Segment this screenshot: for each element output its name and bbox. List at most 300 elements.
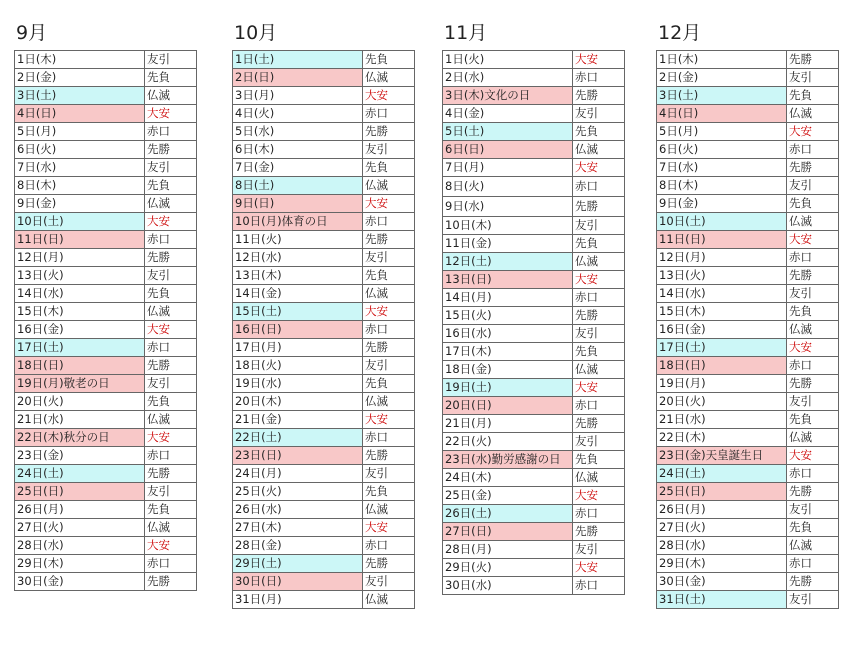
table-row [233, 51, 415, 69]
rokuyo-cell: 先負 [363, 375, 415, 393]
table-row [657, 285, 839, 303]
calendar-table [14, 50, 197, 591]
date-cell: 10日(土) [15, 213, 145, 231]
table-row [15, 285, 197, 303]
rokuyo-cell: 先負 [787, 87, 839, 105]
date-cell: 12日(水) [233, 249, 363, 267]
table-row [657, 429, 839, 447]
rokuyo-cell: 先負 [573, 451, 625, 469]
table-row [233, 87, 415, 105]
rokuyo-cell: 先勝 [787, 573, 839, 591]
table-row [15, 267, 197, 285]
rokuyo-cell: 仏滅 [787, 105, 839, 123]
rokuyo-cell: 仏滅 [363, 285, 415, 303]
date-cell: 5日(土) [443, 123, 573, 141]
date-cell: 24日(木) [443, 469, 573, 487]
date-cell: 4日(日) [657, 105, 787, 123]
rokuyo-cell: 仏滅 [145, 519, 197, 537]
rokuyo-cell: 仏滅 [573, 253, 625, 271]
table-row [657, 465, 839, 483]
rokuyo-cell: 先負 [363, 483, 415, 501]
table-row [657, 177, 839, 195]
date-cell: 3日(月) [233, 87, 363, 105]
rokuyo-cell: 友引 [363, 249, 415, 267]
rokuyo-cell: 先勝 [573, 415, 625, 433]
table-row [443, 51, 625, 69]
date-cell: 4日(火) [233, 105, 363, 123]
rokuyo-cell: 仏滅 [787, 429, 839, 447]
table-row [233, 267, 415, 285]
table-row [233, 141, 415, 159]
date-cell: 22日(木) [657, 429, 787, 447]
rokuyo-cell: 赤口 [363, 429, 415, 447]
rokuyo-cell: 赤口 [145, 447, 197, 465]
rokuyo-cell: 仏滅 [573, 141, 625, 159]
table-row [657, 555, 839, 573]
date-cell: 11日(火) [233, 231, 363, 249]
rokuyo-cell: 仏滅 [363, 69, 415, 87]
date-cell: 31日(土) [657, 591, 787, 609]
date-cell: 22日(土) [233, 429, 363, 447]
table-row [233, 573, 415, 591]
rokuyo-cell: 友引 [787, 501, 839, 519]
date-cell: 8日(火) [443, 177, 573, 197]
rokuyo-cell: 赤口 [787, 249, 839, 267]
table-row [15, 537, 197, 555]
rokuyo-cell: 友引 [787, 591, 839, 609]
date-cell: 22日(火) [443, 433, 573, 451]
rokuyo-cell: 先負 [145, 393, 197, 411]
rokuyo-cell: 大安 [573, 159, 625, 177]
date-cell: 29日(木) [657, 555, 787, 573]
month-title: 10月 [234, 22, 278, 44]
table-row [657, 105, 839, 123]
table-row [15, 375, 197, 393]
rokuyo-cell: 先勝 [573, 87, 625, 105]
table-row [443, 217, 625, 235]
date-cell: 25日(日) [15, 483, 145, 501]
table-row [233, 177, 415, 195]
table-row [657, 87, 839, 105]
rokuyo-cell: 友引 [573, 105, 625, 123]
table-row [443, 271, 625, 289]
table-row [233, 555, 415, 573]
table-row [233, 501, 415, 519]
table-row [233, 357, 415, 375]
table-row [443, 289, 625, 307]
rokuyo-cell: 赤口 [573, 397, 625, 415]
rokuyo-cell: 仏滅 [363, 501, 415, 519]
rokuyo-cell: 先負 [145, 69, 197, 87]
date-cell: 6日(日) [443, 141, 573, 159]
table-row [443, 69, 625, 87]
rokuyo-cell: 大安 [145, 105, 197, 123]
date-cell: 3日(土) [15, 87, 145, 105]
table-row [657, 483, 839, 501]
date-cell: 19日(土) [443, 379, 573, 397]
date-cell: 16日(金) [657, 321, 787, 339]
rokuyo-cell: 先勝 [573, 197, 625, 217]
date-cell: 4日(日) [15, 105, 145, 123]
table-row [657, 123, 839, 141]
table-row [443, 253, 625, 271]
date-cell: 21日(水) [15, 411, 145, 429]
date-cell: 14日(月) [443, 289, 573, 307]
rokuyo-cell: 赤口 [145, 339, 197, 357]
date-cell: 13日(日) [443, 271, 573, 289]
date-cell: 9日(金) [15, 195, 145, 213]
table-row [657, 231, 839, 249]
rokuyo-cell: 先負 [363, 267, 415, 285]
rokuyo-cell: 友引 [573, 325, 625, 343]
date-cell: 13日(木) [233, 267, 363, 285]
table-row [233, 213, 415, 231]
rokuyo-cell: 大安 [573, 487, 625, 505]
date-cell: 14日(水) [15, 285, 145, 303]
date-cell: 15日(木) [657, 303, 787, 321]
rokuyo-cell: 先負 [145, 501, 197, 519]
rokuyo-cell: 仏滅 [573, 361, 625, 379]
date-cell: 27日(木) [233, 519, 363, 537]
rokuyo-cell: 大安 [363, 411, 415, 429]
table-row [15, 483, 197, 501]
rokuyo-cell: 大安 [573, 271, 625, 289]
rokuyo-cell: 赤口 [363, 321, 415, 339]
table-row [443, 433, 625, 451]
date-cell: 15日(木) [15, 303, 145, 321]
table-row [443, 159, 625, 177]
date-cell: 12日(土) [443, 253, 573, 271]
table-row [657, 537, 839, 555]
table-row [443, 123, 625, 141]
rokuyo-cell: 仏滅 [787, 321, 839, 339]
rokuyo-cell: 友引 [573, 433, 625, 451]
date-cell: 31日(月) [233, 591, 363, 609]
rokuyo-cell: 先負 [145, 285, 197, 303]
rokuyo-cell: 大安 [363, 87, 415, 105]
rokuyo-cell: 先負 [573, 343, 625, 361]
rokuyo-cell: 大安 [573, 379, 625, 397]
table-row [15, 195, 197, 213]
date-cell: 25日(火) [233, 483, 363, 501]
date-cell: 26日(土) [443, 505, 573, 523]
rokuyo-cell: 友引 [145, 483, 197, 501]
rokuyo-cell: 大安 [145, 537, 197, 555]
date-cell: 12日(月) [15, 249, 145, 267]
date-cell: 23日(水)勤労感謝の日 [443, 451, 573, 469]
date-cell: 16日(金) [15, 321, 145, 339]
date-cell: 7日(金) [233, 159, 363, 177]
date-cell: 5日(月) [657, 123, 787, 141]
date-cell: 6日(火) [15, 141, 145, 159]
table-row [443, 379, 625, 397]
date-cell: 18日(日) [15, 357, 145, 375]
table-row [15, 357, 197, 375]
table-row [233, 591, 415, 609]
rokuyo-cell: 赤口 [145, 231, 197, 249]
rokuyo-cell: 先負 [363, 159, 415, 177]
rokuyo-cell: 友引 [363, 141, 415, 159]
table-row [657, 501, 839, 519]
rokuyo-cell: 仏滅 [787, 213, 839, 231]
table-row [233, 465, 415, 483]
table-row [657, 393, 839, 411]
date-cell: 10日(月)体育の日 [233, 213, 363, 231]
table-row [657, 141, 839, 159]
date-cell: 28日(金) [233, 537, 363, 555]
rokuyo-cell: 大安 [573, 51, 625, 69]
date-cell: 26日(月) [657, 501, 787, 519]
table-row [443, 87, 625, 105]
date-cell: 28日(水) [15, 537, 145, 555]
date-cell: 13日(火) [657, 267, 787, 285]
table-row [657, 375, 839, 393]
rokuyo-cell: 友引 [145, 159, 197, 177]
date-cell: 16日(水) [443, 325, 573, 343]
date-cell: 30日(金) [15, 573, 145, 591]
date-cell: 15日(火) [443, 307, 573, 325]
rokuyo-cell: 赤口 [363, 213, 415, 231]
date-cell: 21日(金) [233, 411, 363, 429]
date-cell: 30日(日) [233, 573, 363, 591]
date-cell: 27日(日) [443, 523, 573, 541]
table-row [443, 541, 625, 559]
table-row [443, 487, 625, 505]
date-cell: 15日(土) [233, 303, 363, 321]
rokuyo-cell: 先勝 [363, 231, 415, 249]
date-cell: 1日(土) [233, 51, 363, 69]
table-row [233, 69, 415, 87]
date-cell: 10日(土) [657, 213, 787, 231]
date-cell: 30日(金) [657, 573, 787, 591]
table-row [443, 415, 625, 433]
table-row [657, 159, 839, 177]
table-row [657, 447, 839, 465]
date-cell: 29日(木) [15, 555, 145, 573]
table-row [657, 69, 839, 87]
rokuyo-cell: 友引 [363, 357, 415, 375]
table-row [233, 159, 415, 177]
table-row [233, 339, 415, 357]
rokuyo-cell: 先負 [363, 51, 415, 69]
table-row [233, 195, 415, 213]
table-row [443, 469, 625, 487]
rokuyo-cell: 大安 [145, 321, 197, 339]
rokuyo-cell: 先勝 [787, 483, 839, 501]
rokuyo-cell: 先勝 [573, 523, 625, 541]
table-row [443, 325, 625, 343]
table-row [443, 141, 625, 159]
table-row [233, 537, 415, 555]
date-cell: 30日(水) [443, 577, 573, 595]
table-row [15, 123, 197, 141]
date-cell: 6日(火) [657, 141, 787, 159]
calendar-table [656, 50, 839, 609]
rokuyo-cell: 先負 [787, 195, 839, 213]
rokuyo-cell: 赤口 [573, 289, 625, 307]
rokuyo-cell: 仏滅 [145, 195, 197, 213]
date-cell: 18日(火) [233, 357, 363, 375]
date-cell: 11日(日) [15, 231, 145, 249]
table-row [443, 307, 625, 325]
date-cell: 5日(月) [15, 123, 145, 141]
table-row [15, 321, 197, 339]
rokuyo-cell: 先勝 [573, 307, 625, 325]
date-cell: 28日(月) [443, 541, 573, 559]
table-row [443, 343, 625, 361]
table-row [443, 559, 625, 577]
date-cell: 25日(日) [657, 483, 787, 501]
rokuyo-cell: 大安 [363, 303, 415, 321]
table-row [233, 393, 415, 411]
table-row [15, 555, 197, 573]
rokuyo-cell: 友引 [363, 573, 415, 591]
date-cell: 8日(木) [15, 177, 145, 195]
date-cell: 7日(水) [15, 159, 145, 177]
date-cell: 4日(金) [443, 105, 573, 123]
rokuyo-cell: 友引 [573, 541, 625, 559]
rokuyo-cell: 先負 [145, 177, 197, 195]
table-row [233, 321, 415, 339]
date-cell: 25日(金) [443, 487, 573, 505]
date-cell: 11日(日) [657, 231, 787, 249]
rokuyo-cell: 先勝 [787, 375, 839, 393]
rokuyo-cell: 赤口 [787, 555, 839, 573]
date-cell: 23日(日) [233, 447, 363, 465]
table-row [657, 303, 839, 321]
rokuyo-cell: 友引 [787, 177, 839, 195]
date-cell: 2日(金) [15, 69, 145, 87]
date-cell: 24日(土) [657, 465, 787, 483]
table-row [233, 411, 415, 429]
date-cell: 24日(土) [15, 465, 145, 483]
date-cell: 9日(日) [233, 195, 363, 213]
date-cell: 18日(日) [657, 357, 787, 375]
rokuyo-cell: 友引 [787, 285, 839, 303]
rokuyo-cell: 先勝 [145, 573, 197, 591]
table-row [15, 141, 197, 159]
table-row [15, 249, 197, 267]
rokuyo-cell: 先勝 [787, 267, 839, 285]
date-cell: 11日(金) [443, 235, 573, 253]
rokuyo-cell: 仏滅 [363, 177, 415, 195]
date-cell: 9日(金) [657, 195, 787, 213]
table-row [15, 231, 197, 249]
table-row [443, 451, 625, 469]
table-row [657, 249, 839, 267]
table-row [443, 577, 625, 595]
date-cell: 17日(月) [233, 339, 363, 357]
date-cell: 2日(金) [657, 69, 787, 87]
month-title: 11月 [444, 22, 488, 44]
rokuyo-cell: 仏滅 [363, 591, 415, 609]
rokuyo-cell: 先勝 [363, 339, 415, 357]
table-row [443, 177, 625, 197]
table-row [233, 285, 415, 303]
rokuyo-cell: 仏滅 [363, 393, 415, 411]
table-row [443, 235, 625, 253]
date-cell: 6日(木) [233, 141, 363, 159]
table-row [233, 303, 415, 321]
table-row [15, 51, 197, 69]
table-row [443, 397, 625, 415]
table-row [15, 69, 197, 87]
table-row [15, 339, 197, 357]
table-row [233, 375, 415, 393]
table-row [657, 573, 839, 591]
table-row [15, 303, 197, 321]
rokuyo-cell: 先勝 [145, 141, 197, 159]
rokuyo-cell: 先勝 [363, 555, 415, 573]
rokuyo-cell: 友引 [145, 267, 197, 285]
date-cell: 16日(日) [233, 321, 363, 339]
date-cell: 20日(火) [657, 393, 787, 411]
rokuyo-cell: 大安 [363, 195, 415, 213]
date-cell: 20日(日) [443, 397, 573, 415]
rokuyo-cell: 友引 [145, 375, 197, 393]
rokuyo-cell: 友引 [787, 69, 839, 87]
table-row [657, 267, 839, 285]
date-cell: 19日(水) [233, 375, 363, 393]
table-row [657, 591, 839, 609]
rokuyo-cell: 仏滅 [145, 87, 197, 105]
table-row [15, 573, 197, 591]
date-cell: 1日(木) [657, 51, 787, 69]
calendar-table [442, 50, 625, 595]
rokuyo-cell: 大安 [787, 339, 839, 357]
month-title: 9月 [16, 22, 48, 44]
table-row [443, 523, 625, 541]
rokuyo-cell: 先勝 [145, 357, 197, 375]
rokuyo-cell: 赤口 [573, 505, 625, 523]
date-cell: 17日(土) [657, 339, 787, 357]
rokuyo-cell: 先負 [787, 411, 839, 429]
date-cell: 2日(水) [443, 69, 573, 87]
date-cell: 14日(水) [657, 285, 787, 303]
table-row [15, 465, 197, 483]
date-cell: 20日(木) [233, 393, 363, 411]
date-cell: 10日(木) [443, 217, 573, 235]
date-cell: 18日(金) [443, 361, 573, 379]
table-row [15, 213, 197, 231]
table-row [15, 429, 197, 447]
table-row [15, 87, 197, 105]
rokuyo-cell: 赤口 [787, 465, 839, 483]
date-cell: 12日(月) [657, 249, 787, 267]
date-cell: 7日(水) [657, 159, 787, 177]
date-cell: 26日(水) [233, 501, 363, 519]
rokuyo-cell: 赤口 [787, 141, 839, 159]
table-row [15, 105, 197, 123]
rokuyo-cell: 仏滅 [573, 469, 625, 487]
date-cell: 1日(木) [15, 51, 145, 69]
table-row [657, 339, 839, 357]
rokuyo-cell: 赤口 [787, 357, 839, 375]
date-cell: 29日(火) [443, 559, 573, 577]
table-row [233, 429, 415, 447]
month-december [656, 20, 839, 609]
rokuyo-cell: 赤口 [145, 123, 197, 141]
month-september [14, 20, 197, 591]
table-row [233, 519, 415, 537]
table-row [233, 447, 415, 465]
rokuyo-cell: 大安 [573, 559, 625, 577]
date-cell: 24日(月) [233, 465, 363, 483]
rokuyo-cell: 仏滅 [787, 537, 839, 555]
rokuyo-cell: 先勝 [363, 123, 415, 141]
table-row [15, 501, 197, 519]
rokuyo-cell: 先負 [787, 303, 839, 321]
